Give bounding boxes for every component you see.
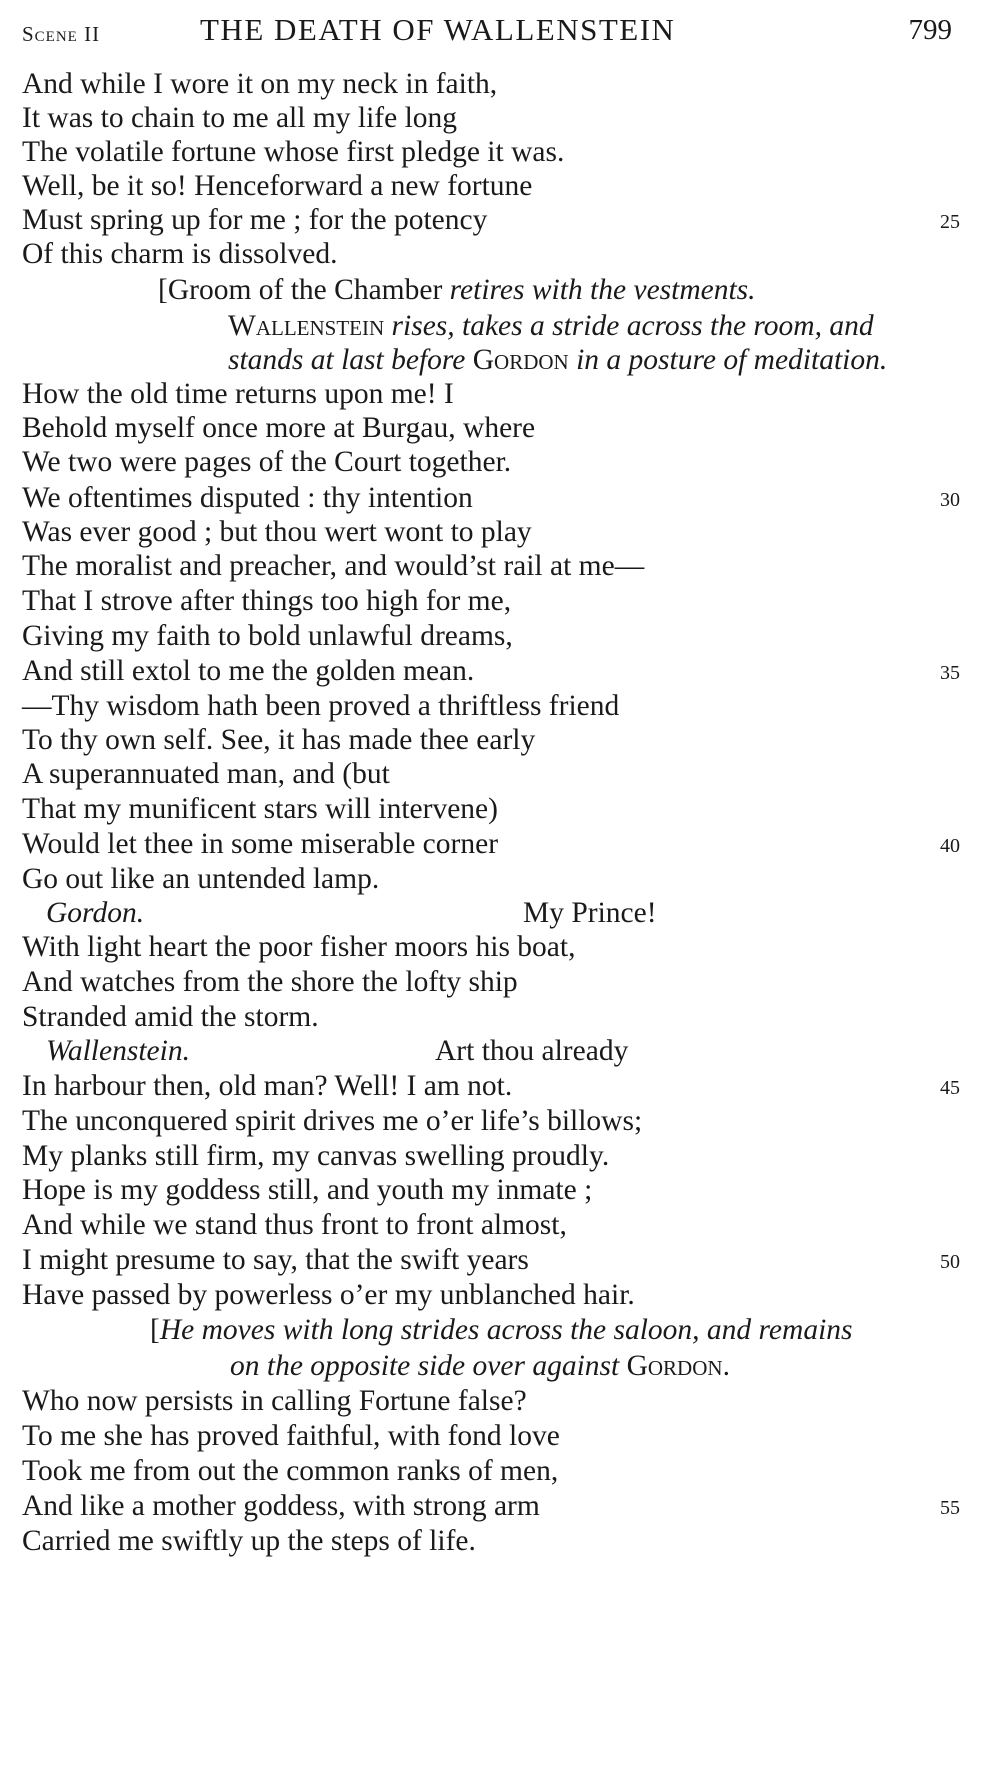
- verse-line: My planks still firm, my canvas swelling proudly.: [22, 1140, 610, 1172]
- verse-line: We two were pages of the Court together.: [22, 446, 512, 478]
- stage-direction: [228, 309, 874, 343]
- verse-line: Go out like an untended lamp.: [22, 863, 380, 895]
- stage-direction-text: He moves with long strides across the saloon, and remains: [159, 1314, 853, 1346]
- verse-line: That I strove after things too high for me,: [22, 585, 512, 617]
- verse-line: Of this charm is dissolved.: [22, 238, 338, 270]
- verse-line: —Thy wisdom hath been proved a thriftless friend: [22, 690, 620, 722]
- verse-line: Giving my faith to bold unlawful dreams,: [22, 620, 513, 652]
- verse-line: And still extol to me the golden mean.: [22, 655, 475, 687]
- verse-line: And while I wore it on my neck in faith,: [22, 68, 498, 100]
- verse-line: Behold myself once more at Burgau, where: [22, 412, 536, 444]
- speaker-gordon: Gordon.: [46, 897, 145, 929]
- line-number: 45: [940, 1077, 960, 1099]
- line-number: 55: [940, 1497, 960, 1519]
- stage-direction: [230, 1349, 730, 1383]
- stage-direction-text: stands at last before: [228, 344, 466, 376]
- verse-line: Would let thee in some miserable corner: [22, 828, 499, 860]
- verse-line: I might presume to say, that the swift years: [22, 1244, 529, 1276]
- stage-direction-text: in a posture of meditation.: [576, 344, 888, 376]
- line-number: 30: [940, 489, 960, 511]
- verse-line: The volatile fortune whose first pledge it was.: [22, 136, 565, 168]
- verse-line: How the old time returns upon me! I: [22, 378, 454, 410]
- verse-line: Hope is my goddess still, and youth my inmate ;: [22, 1174, 593, 1206]
- verse-line: The unconquered spirit drives me o’er life’s billows;: [22, 1105, 643, 1137]
- verse-line: Well, be it so! Henceforward a new fortune: [22, 170, 533, 202]
- line-number: 40: [940, 835, 960, 857]
- verse-line: And like a mother goddess, with strong arm: [22, 1490, 540, 1522]
- running-head-title: THE DEATH OF WALLENSTEIN: [200, 12, 676, 47]
- bracket: [: [158, 274, 168, 306]
- running-head-scene: Scene II: [22, 22, 101, 46]
- stage-direction: [150, 1313, 853, 1347]
- verse-line: To thy own self. See, it has made thee early: [22, 724, 536, 756]
- stage-direction: [228, 343, 887, 377]
- verse-line: And while we stand thus front to front almost,: [22, 1209, 567, 1241]
- verse-line: Who now persists in calling Fortune false?: [22, 1385, 527, 1417]
- verse-line: Art thou already: [435, 1035, 629, 1067]
- verse-line: Stranded amid the storm.: [22, 1001, 319, 1033]
- verse-line: To me she has proved faithful, with fond love: [22, 1420, 560, 1452]
- character-name: Wallenstein: [228, 310, 385, 342]
- character-name: Gordon: [472, 344, 569, 376]
- verse-line: My Prince!: [523, 897, 657, 929]
- speaker-wallenstein: Wallenstein.: [46, 1035, 190, 1067]
- verse-line: We oftentimes disputed : thy intention: [22, 482, 473, 514]
- stage-direction-text: retires with the vestments.: [449, 274, 756, 306]
- verse-line: That my munificent stars will intervene): [22, 793, 498, 825]
- line-number: 25: [940, 211, 960, 233]
- verse-line: And watches from the shore the lofty ship: [22, 966, 518, 998]
- verse-line: Took me from out the common ranks of men,: [22, 1455, 559, 1487]
- page-number: 799: [908, 14, 952, 46]
- verse-line: A superannuated man, and (but: [22, 758, 390, 790]
- page-header: [22, 12, 952, 52]
- stage-direction-end: .: [722, 1350, 730, 1382]
- bracket: [: [150, 1314, 160, 1346]
- verse-line: Was ever good ; but thou wert wont to play: [22, 516, 532, 548]
- stage-direction: [158, 273, 756, 307]
- stage-direction-text: rises, takes a stride across the room, and: [391, 310, 874, 342]
- character-name: Gordon: [626, 1350, 723, 1382]
- line-number: 35: [940, 662, 960, 684]
- verse-line: In harbour then, old man? Well! I am not.: [22, 1070, 513, 1102]
- verse-line: Have passed by powerless o’er my unblanched hair.: [22, 1279, 635, 1311]
- verse-line: The moralist and preacher, and would’st rail at me—: [22, 550, 645, 582]
- verse-line: Carried me swiftly up the steps of life.: [22, 1525, 476, 1557]
- stage-direction-text: on the opposite side over against: [230, 1350, 620, 1382]
- verse-line: It was to chain to me all my life long: [22, 102, 458, 134]
- stage-direction-text: Groom of the Chamber: [167, 274, 443, 306]
- line-number: 50: [940, 1251, 960, 1273]
- verse-line: With light heart the poor fisher moors his boat,: [22, 931, 576, 963]
- verse-line: Must spring up for me ; for the potency: [22, 204, 488, 236]
